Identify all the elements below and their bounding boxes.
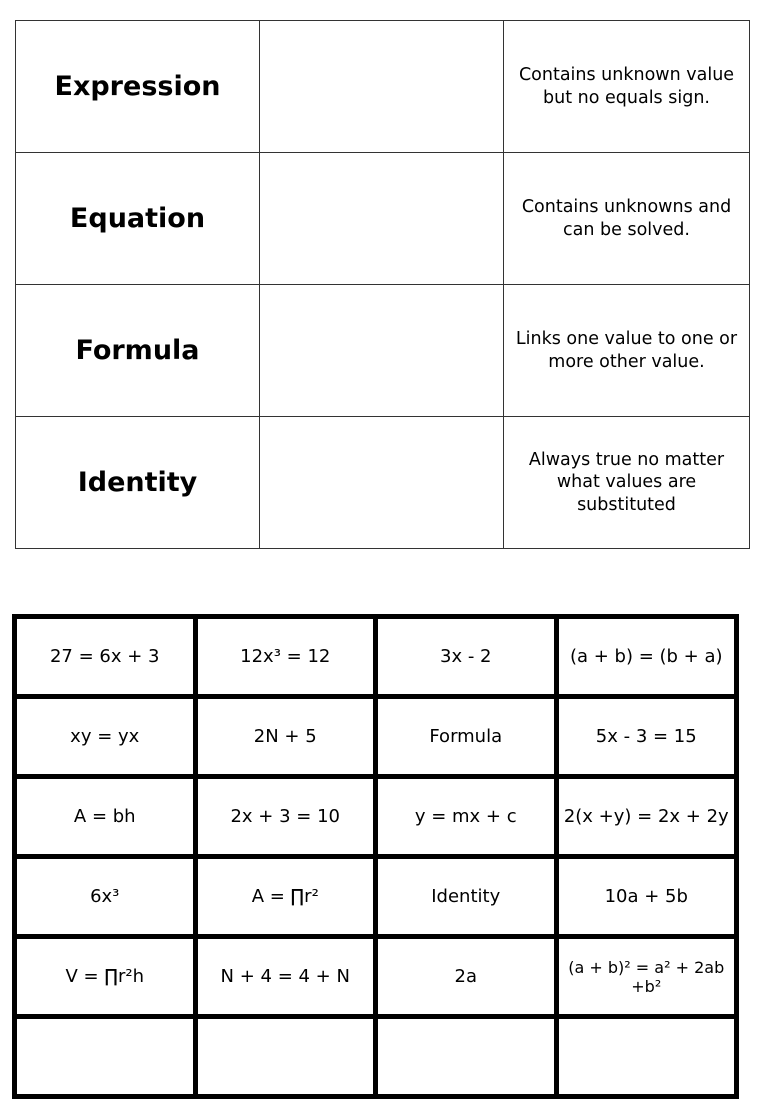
card-cell: 2a (376, 937, 557, 1017)
term-cell: Formula (16, 285, 260, 417)
card-cell: 2N + 5 (195, 697, 376, 777)
card-row (15, 697, 737, 777)
match-cell (260, 417, 504, 549)
card-cell (15, 1017, 196, 1097)
description-cell: Links one value to one or more other value. (504, 285, 750, 417)
card-row (15, 857, 737, 937)
match-cell (260, 285, 504, 417)
card-cell: 3x - 2 (376, 617, 557, 697)
card-cell: xy = yx (15, 697, 196, 777)
card-cell: V = ∏r²h (15, 937, 196, 1017)
definition-row-expression (16, 21, 750, 153)
term-cell: Equation (16, 153, 260, 285)
description-cell: Contains unknowns and can be solved. (504, 153, 750, 285)
card-cell: 5x - 3 = 15 (556, 697, 737, 777)
card-cell: 2(x +y) = 2x + 2y (556, 777, 737, 857)
card-cell: 27 = 6x + 3 (15, 617, 196, 697)
card-cell (556, 1017, 737, 1097)
card-cell: y = mx + c (376, 777, 557, 857)
card-row (15, 617, 737, 697)
match-cell (260, 153, 504, 285)
card-cell: Formula (376, 697, 557, 777)
card-row (15, 777, 737, 857)
card-cell: 6x³ (15, 857, 196, 937)
description-cell: Contains unknown value but no equals sign. (504, 21, 750, 153)
card-cell: N + 4 = 4 + N (195, 937, 376, 1017)
definitions-table (15, 20, 750, 549)
card-cell: (a + b) = (b + a) (556, 617, 737, 697)
card-cell: 2x + 3 = 10 (195, 777, 376, 857)
card-cell: 12x³ = 12 (195, 617, 376, 697)
card-cell (376, 1017, 557, 1097)
card-cell: (a + b)² = a² + 2ab +b² (556, 937, 737, 1017)
card-cell (195, 1017, 376, 1097)
card-row (15, 1017, 737, 1097)
card-cell: 10a + 5b (556, 857, 737, 937)
description-cell: Always true no matter what values are substituted (504, 417, 750, 549)
card-cell: Identity (376, 857, 557, 937)
card-row (15, 937, 737, 1017)
card-cell: A = bh (15, 777, 196, 857)
card-grid (12, 614, 739, 1099)
match-cell (260, 21, 504, 153)
term-cell: Identity (16, 417, 260, 549)
term-cell: Expression (16, 21, 260, 153)
definition-row-identity (16, 417, 750, 549)
definition-row-formula (16, 285, 750, 417)
definition-row-equation (16, 153, 750, 285)
card-cell: A = ∏r² (195, 857, 376, 937)
